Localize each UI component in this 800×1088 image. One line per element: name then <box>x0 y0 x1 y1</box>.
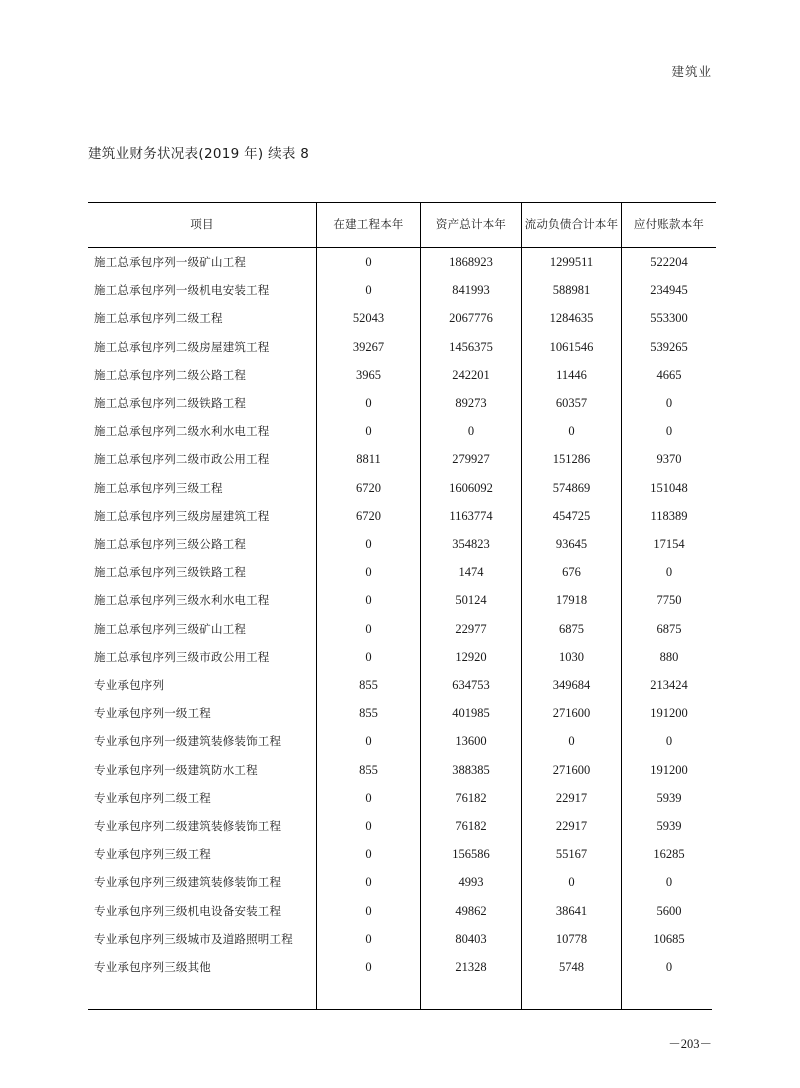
row-value-4: 0 <box>622 727 717 755</box>
row-value-1: 39267 <box>317 333 421 361</box>
row-value-2: 354823 <box>421 530 522 558</box>
row-value-1: 0 <box>317 897 421 925</box>
row-label: 施工总承包序列三级房屋建筑工程 <box>94 508 270 523</box>
row-value-1: 0 <box>317 248 421 277</box>
row-value-3: 17918 <box>522 586 622 614</box>
row-value-3: 271600 <box>522 756 622 784</box>
row-value-1: 3965 <box>317 361 421 389</box>
table-row <box>88 925 716 953</box>
row-value-1: 0 <box>317 643 421 671</box>
table-row <box>88 558 716 586</box>
row-value-2: 0 <box>421 417 522 445</box>
row-value-4: 7750 <box>622 586 717 614</box>
row-value-3 <box>522 981 622 1009</box>
row-value-3: 151286 <box>522 445 622 473</box>
row-value-4: 17154 <box>622 530 717 558</box>
row-value-1 <box>317 981 421 1009</box>
page-number: －203－ <box>668 1037 712 1051</box>
row-value-2: 76182 <box>421 812 522 840</box>
row-value-1: 0 <box>317 727 421 755</box>
row-value-4 <box>622 981 717 1009</box>
table-row <box>88 897 716 925</box>
row-value-1: 6720 <box>317 502 421 530</box>
row-value-2: 401985 <box>421 699 522 727</box>
row-label: 专业承包序列二级建筑装修装饰工程 <box>94 819 282 834</box>
table-header-row <box>88 203 716 248</box>
column-header-item: 项目 <box>88 203 317 248</box>
column-header-total-assets: 资产总计本年 <box>421 203 522 248</box>
row-value-4: 6875 <box>622 615 717 643</box>
row-value-3: 1061546 <box>522 333 622 361</box>
table-row <box>88 333 716 361</box>
row-label <box>88 981 317 1009</box>
row-label: 施工总承包序列三级工程 <box>94 480 223 495</box>
row-label: 施工总承包序列二级公路工程 <box>94 367 247 382</box>
table-bottom-rule <box>88 1009 712 1010</box>
row-value-3: 38641 <box>522 897 622 925</box>
row-value-2 <box>421 981 522 1009</box>
table-row <box>88 699 716 727</box>
row-value-2: 21328 <box>421 953 522 981</box>
row-value-4: 0 <box>622 868 717 896</box>
row-value-2: 388385 <box>421 756 522 784</box>
row-value-2: 76182 <box>421 784 522 812</box>
row-value-2: 279927 <box>421 445 522 473</box>
table-row <box>88 643 716 671</box>
row-value-3: 10778 <box>522 925 622 953</box>
row-value-4: 118389 <box>622 502 717 530</box>
table-row <box>88 304 716 332</box>
row-value-1: 0 <box>317 925 421 953</box>
table-body <box>88 248 716 1010</box>
row-value-3: 1299511 <box>522 248 622 277</box>
row-value-1: 52043 <box>317 304 421 332</box>
column-header-construction-in-progress: 在建工程本年 <box>317 203 421 248</box>
row-value-4: 880 <box>622 643 717 671</box>
row-value-4: 213424 <box>622 671 717 699</box>
row-value-4: 16285 <box>622 840 717 868</box>
table-row <box>88 868 716 896</box>
row-value-1: 0 <box>317 615 421 643</box>
table-caption: 建筑业财务状况表(2019 年) 续表 8 <box>88 146 310 162</box>
financial-table <box>88 202 716 1009</box>
row-value-2: 12920 <box>421 643 522 671</box>
row-label: 专业承包序列三级建筑装修装饰工程 <box>94 875 282 890</box>
table-row <box>88 445 716 473</box>
row-value-3: 6875 <box>522 615 622 643</box>
table-row <box>88 756 716 784</box>
table-row <box>88 981 716 1009</box>
table-row <box>88 389 716 417</box>
table-row <box>88 840 716 868</box>
row-label: 专业承包序列一级建筑装修装饰工程 <box>94 734 282 749</box>
row-value-2: 841993 <box>421 276 522 304</box>
row-value-2: 50124 <box>421 586 522 614</box>
row-value-1: 855 <box>317 699 421 727</box>
column-header-current-liabilities: 流动负债合计本年 <box>522 203 622 248</box>
row-label: 施工总承包序列三级公路工程 <box>94 537 247 552</box>
row-label: 专业承包序列三级城市及道路照明工程 <box>94 931 293 946</box>
row-value-4: 5939 <box>622 812 717 840</box>
row-value-2: 80403 <box>421 925 522 953</box>
row-value-4: 10685 <box>622 925 717 953</box>
row-value-4: 0 <box>622 558 717 586</box>
row-value-4: 191200 <box>622 756 717 784</box>
row-label: 专业承包序列一级工程 <box>94 706 211 721</box>
row-value-3: 55167 <box>522 840 622 868</box>
row-value-4: 5600 <box>622 897 717 925</box>
row-label: 施工总承包序列二级铁路工程 <box>94 396 247 411</box>
row-label: 施工总承包序列三级水利水电工程 <box>94 593 270 608</box>
row-value-3: 1030 <box>522 643 622 671</box>
table-header <box>88 203 716 248</box>
row-label: 施工总承包序列二级工程 <box>94 311 223 326</box>
row-value-3: 349684 <box>522 671 622 699</box>
row-label: 专业承包序列三级工程 <box>94 847 211 862</box>
row-value-2: 22977 <box>421 615 522 643</box>
row-value-3: 1284635 <box>522 304 622 332</box>
row-value-2: 2067776 <box>421 304 522 332</box>
row-value-3: 0 <box>522 868 622 896</box>
row-value-2: 634753 <box>421 671 522 699</box>
row-value-2: 1606092 <box>421 474 522 502</box>
table-row <box>88 784 716 812</box>
row-value-2: 1474 <box>421 558 522 586</box>
table-row <box>88 361 716 389</box>
row-value-4: 539265 <box>622 333 717 361</box>
row-value-3: 5748 <box>522 953 622 981</box>
row-value-4: 0 <box>622 389 717 417</box>
row-value-1: 0 <box>317 868 421 896</box>
row-value-3: 11446 <box>522 361 622 389</box>
row-value-3: 93645 <box>522 530 622 558</box>
row-value-2: 89273 <box>421 389 522 417</box>
column-header-accounts-payable: 应付账款本年 <box>622 203 717 248</box>
row-value-1: 0 <box>317 586 421 614</box>
row-value-1: 0 <box>317 840 421 868</box>
row-value-1: 0 <box>317 389 421 417</box>
row-value-2: 49862 <box>421 897 522 925</box>
row-value-4: 553300 <box>622 304 717 332</box>
row-value-3: 0 <box>522 417 622 445</box>
row-value-4: 0 <box>622 953 717 981</box>
row-label: 施工总承包序列三级铁路工程 <box>94 565 247 580</box>
row-value-3: 271600 <box>522 699 622 727</box>
table-row <box>88 812 716 840</box>
row-value-1: 8811 <box>317 445 421 473</box>
row-label: 施工总承包序列三级市政公用工程 <box>94 649 270 664</box>
row-value-4: 0 <box>622 417 717 445</box>
row-label: 专业承包序列三级其他 <box>94 960 211 975</box>
row-label: 施工总承包序列一级机电安装工程 <box>94 283 270 298</box>
row-value-1: 0 <box>317 530 421 558</box>
row-value-4: 5939 <box>622 784 717 812</box>
row-value-4: 151048 <box>622 474 717 502</box>
row-value-2: 1456375 <box>421 333 522 361</box>
row-value-3: 0 <box>522 727 622 755</box>
row-value-1: 0 <box>317 276 421 304</box>
row-value-3: 676 <box>522 558 622 586</box>
table-row <box>88 671 716 699</box>
row-value-3: 22917 <box>522 812 622 840</box>
row-label: 施工总承包序列二级水利水电工程 <box>94 424 270 439</box>
running-head: 建筑业 <box>671 64 712 79</box>
row-value-1: 0 <box>317 558 421 586</box>
row-value-1: 855 <box>317 671 421 699</box>
table-row <box>88 953 716 981</box>
row-value-1: 855 <box>317 756 421 784</box>
row-value-1: 0 <box>317 417 421 445</box>
row-value-1: 6720 <box>317 474 421 502</box>
table-row <box>88 417 716 445</box>
row-value-2: 156586 <box>421 840 522 868</box>
row-value-2: 1163774 <box>421 502 522 530</box>
row-label: 专业承包序列一级建筑防水工程 <box>94 762 258 777</box>
row-label: 施工总承包序列三级矿山工程 <box>94 621 247 636</box>
row-value-3: 588981 <box>522 276 622 304</box>
row-value-1: 0 <box>317 953 421 981</box>
row-label: 专业承包序列 <box>94 678 165 693</box>
financial-table-container <box>88 202 712 1009</box>
row-value-2: 242201 <box>421 361 522 389</box>
row-label: 施工总承包序列一级矿山工程 <box>94 255 247 269</box>
table-row <box>88 502 716 530</box>
row-label: 施工总承包序列二级房屋建筑工程 <box>94 339 270 354</box>
table-row <box>88 248 716 277</box>
row-value-2: 4993 <box>421 868 522 896</box>
row-value-2: 1868923 <box>421 248 522 277</box>
row-value-3: 60357 <box>522 389 622 417</box>
row-value-4: 9370 <box>622 445 717 473</box>
row-label: 专业承包序列二级工程 <box>94 790 211 805</box>
row-label: 施工总承包序列二级市政公用工程 <box>94 452 270 467</box>
row-value-4: 4665 <box>622 361 717 389</box>
table-row <box>88 276 716 304</box>
row-value-3: 574869 <box>522 474 622 502</box>
row-value-1: 0 <box>317 812 421 840</box>
row-value-1: 0 <box>317 784 421 812</box>
row-value-3: 22917 <box>522 784 622 812</box>
row-value-2: 13600 <box>421 727 522 755</box>
row-value-4: 234945 <box>622 276 717 304</box>
table-row <box>88 586 716 614</box>
row-value-3: 454725 <box>522 502 622 530</box>
table-row <box>88 727 716 755</box>
row-label: 专业承包序列三级机电设备安装工程 <box>94 903 282 918</box>
table-row <box>88 615 716 643</box>
table-row <box>88 530 716 558</box>
row-value-4: 522204 <box>622 248 717 277</box>
table-row <box>88 474 716 502</box>
row-value-4: 191200 <box>622 699 717 727</box>
